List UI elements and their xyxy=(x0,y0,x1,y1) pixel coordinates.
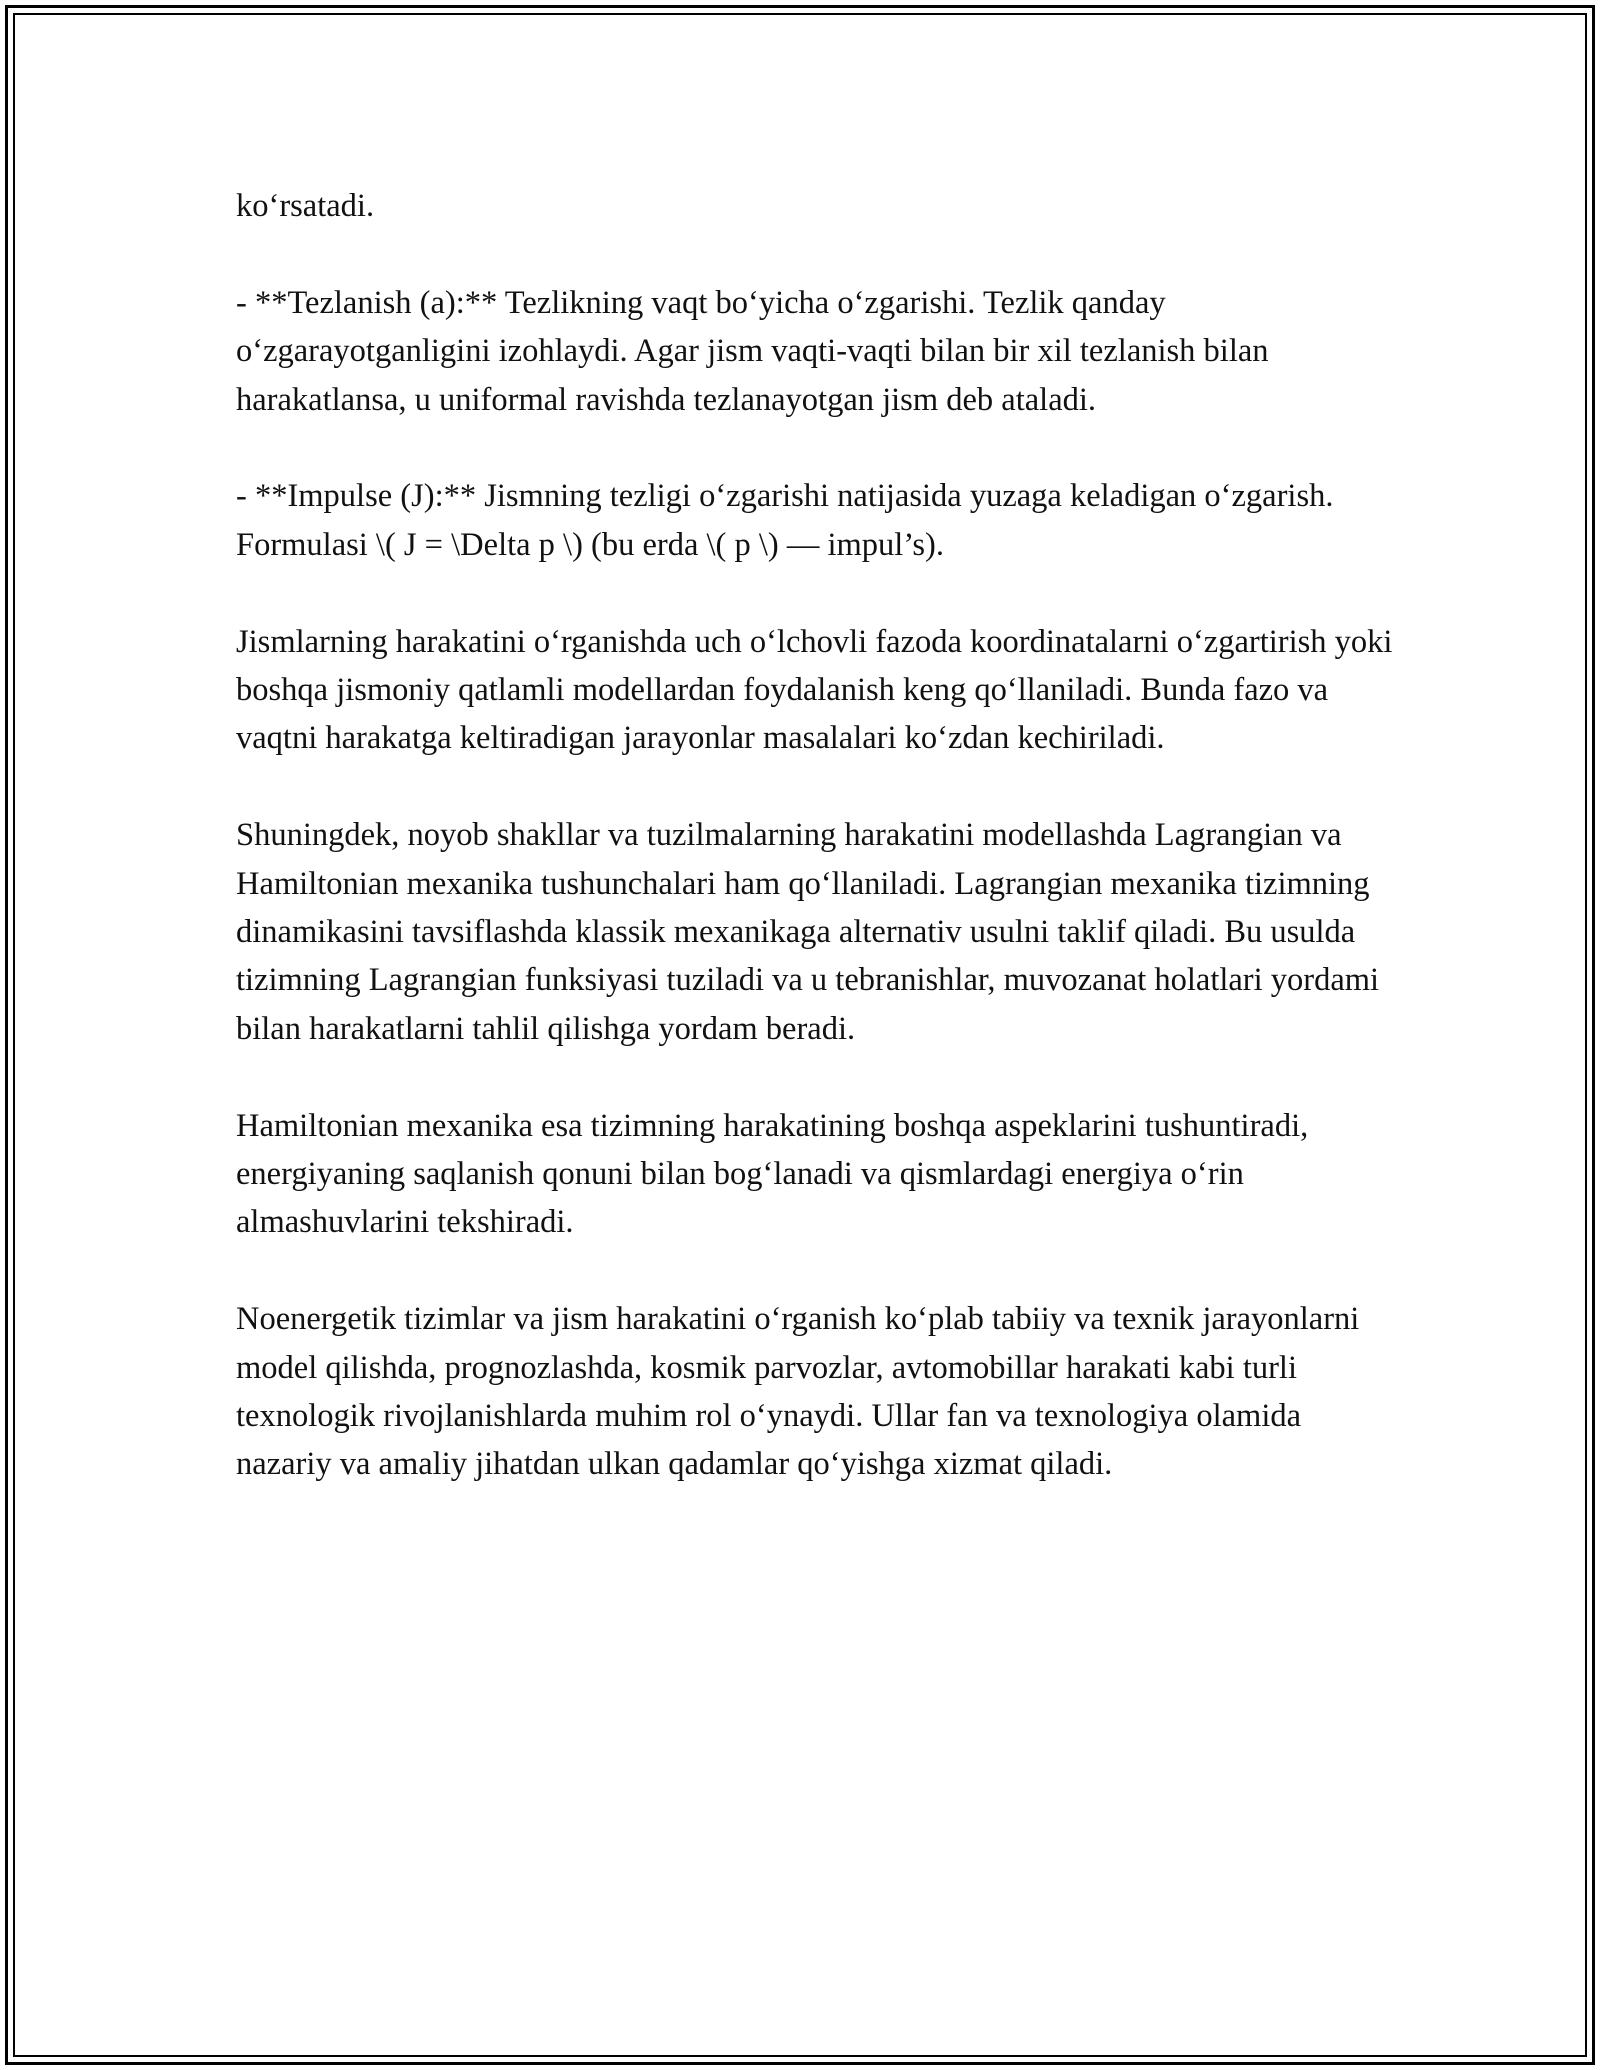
paragraph-continuation: ko‘rsatadi. xyxy=(236,188,375,224)
paragraph-impulse: - **Impulse (J):** Jismning tezligi o‘zgarishi natijasida yuzaga keladigan o‘zgarish. Formulasi \( J = \Delta p \) (bu erda \( p \) — impul’s). xyxy=(236,478,1334,563)
paragraph-hamiltonian: Hamiltonian mexanika esa tizimning harakatining boshqa aspeklarini tushuntiradi, energiyaning saqlanish qonuni bilan bog‘lanadi va qismlardagi energiya o‘rin almashuvlarini tekshiradi. xyxy=(236,1107,1309,1241)
paragraph-tezlanish: - **Tezlanish (a):** Tezlikning vaqt bo‘yicha o‘zgarishi. Tezlik qanday o‘zgarayotganligini izohlaydi. Agar jism vaqti-vaqti bilan bir xil tezlanish bilan harakatlansa, u uniformal ravishda tezlanayotgan jism deb ataladi. xyxy=(236,284,1269,418)
paragraph-lagrangian: Shuningdek, noyob shakllar va tuzilmalarning harakatini modellashda Lagrangian va Hamiltonian mexanika tushunchalari ham qo‘llaniladi. Lagrangian mexanika tizimning dinamikasini tavsiflashda klassik mexanikaga alternativ usulni taklif qiladi. Bu usulda tizimning Lagrangian funksiyasi tuziladi va u tebranishlar, muvozanat holatlari yordami bilan harakatlarni tahlil qilishga yordam beradi. xyxy=(236,817,1380,1047)
document-body xyxy=(236,182,1396,1489)
paragraph-conclusion: Noenergetik tizimlar va jism harakatini o‘rganish ko‘plab tabiiy va texnik jarayonlarni model qilishda, prognozlashda, kosmik parvozlar, avtomobillar harakati kabi turli texnologik rivojlanishlarda muhim rol o‘ynaydi. Ullar fan va texnologiya olamida nazariy va amaliy jihatdan ulkan qadamlar qo‘yishga xizmat qiladi. xyxy=(236,1301,1360,1483)
paragraph-coordinates: Jismlarning harakatini o‘rganishda uch o‘lchovli fazoda koordinatalarni o‘zgartirish yoki boshqa jismoniy qatlamli modellardan foydalanish keng qo‘llaniladi. Bunda fazo va vaqtni harakatga keltiradigan jarayonlar masalalari ko‘zdan kechiriladi. xyxy=(236,623,1393,757)
